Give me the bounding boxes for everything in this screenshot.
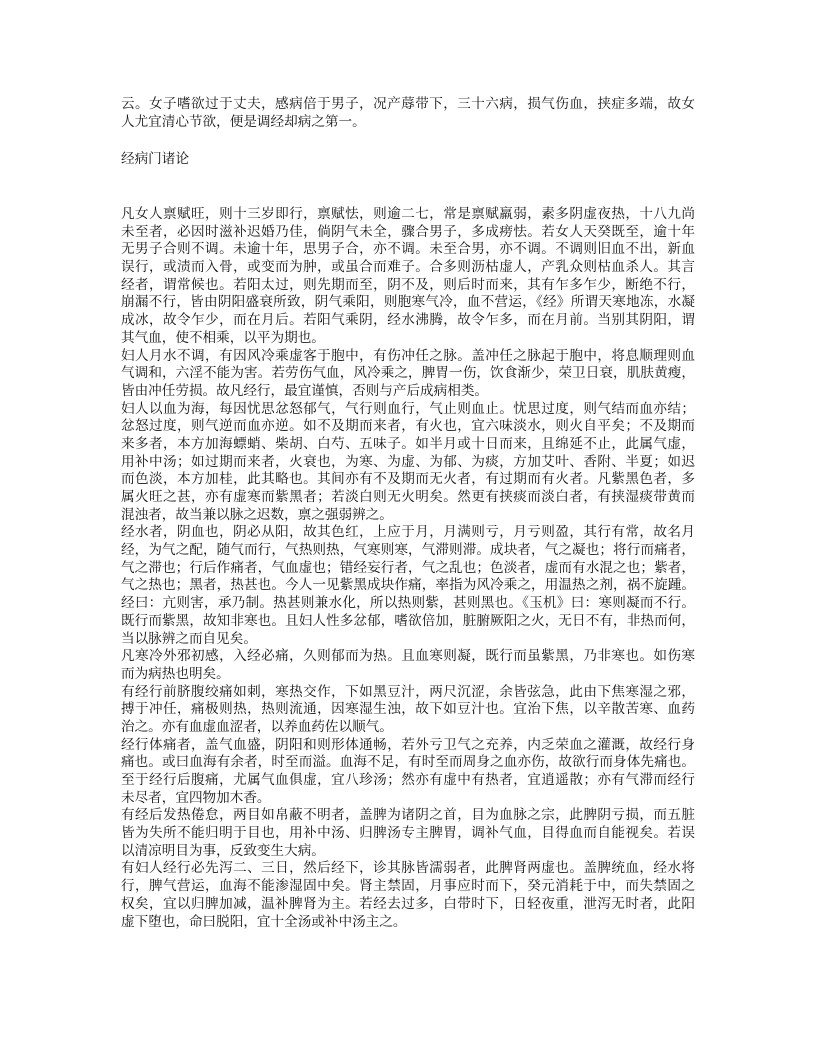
text-line: 属火旺之甚，亦有虚寒而紫黑者；若淡白则无火明矣。然更有挟痰而淡白者，有挟湿痰带黄而 [121,489,695,505]
text-line: 妇人月水不调，有因风冷乘虚客于胞中，有伤冲任之脉。盖冲任之脉起于胞中，将息顺理则血 [121,347,695,364]
paragraph [121,648,695,683]
text-line: 误行，或渍而入骨，或变而为肿，或虽合而难子。合多则沥枯虚人，产乳众则枯血杀人。其言 [121,259,695,276]
text-line: 无男子合则不调。未逾十年，思男子合，亦不调。未至合男，亦不调。不调则旧血不出，新血 [121,241,695,258]
text-line: 气之滞也；行后作痛者，气血虚也；错经妄行者，气之乱也；色淡者，虚而有水混之也；紫者， [121,559,695,576]
text-line: 未至者，必因时滋补迟婚乃佳，倘阴气未全，骤合男子，多成痨怯。若女人天癸既至，逾十年 [121,223,695,240]
text-line: 凡女人禀赋旺，则十三岁即行，禀赋怯，则逾二七，常是禀赋羸弱，素多阴虚夜热，十八九尚 [121,206,695,222]
text-line: 有经后发热倦怠，两目如帛蔽不明者，盖脾为诸阴之首，目为血脉之宗，此脾阴亏损，而五脏 [121,807,695,824]
section-heading: 经病门诸论 [121,151,189,167]
text-line: 忿怒过度，则气逆而血亦逆。如不及期而来者，有火也，宜六味淡水，则火自平矣；不及期而 [121,418,695,435]
text-line: 成冰，故令乍少，而在月后。若阳气乘阴，经水沸腾，故令乍多，而在月前。当别其阴阳，谓 [121,312,695,329]
paragraph [121,860,695,931]
text-line: 权矣，宜以归脾加减，温补脾肾为主。若经去过多，白带时下，日轻夜重，泄泻无时者，此阳 [121,895,695,912]
text-line: 其气血，使不相乘，以平为期也。 [121,329,325,346]
text-line: 经行体痛者，盖气血盛，阴阳和则形体通畅，若外亏卫气之充养，内乏荣血之灌溉，故经行身 [121,736,695,753]
text-line: 气之热也；黑者，热甚也。今人一见紫黑成块作痛，率指为风冷乘之，用温热之剂，祸不旋踵。 [121,577,695,594]
text-line: 有妇人经行必先泻二、三日，然后经下，诊其脉皆濡弱者，此脾肾两虚也。盖脾统血，经水将 [121,860,695,877]
text-line: 行，脾气营运，血海不能渗湿固中矣。肾主禁固，月事应时而下，癸元消耗于中，而失禁固之 [121,878,695,895]
text-line: 人尤宜清心节欲，便是调经却病之第一。 [121,113,366,130]
text-line: 云。女子嗜欲过于丈夫，感病倍于男子，况产蓐带下，三十六病，损气伤血，挟症多端，故女 [121,96,695,112]
text-line: 妇人以血为海，每因忧思忿怒郁气，气行则血行，气止则血止。忧思过度，则气结而血亦结； [121,400,695,417]
text-line: 凡寒冷外邪初感，入经必痛，久则郁而为热。且血寒则凝，既行而虽紫黑，乃非寒也。如伤寒 [121,648,695,665]
text-line: 未尽者，宜四物加木香。 [121,789,271,806]
text-line: 而色淡，本方加桂，此其略也。其间亦有不及期而无火者，有过期而有火者。凡紫黑色者，多 [121,471,695,488]
text-line: 气调和，六淫不能为害。若劳伤气血，风冷乘之，脾胃一伤，饮食渐少，荣卫日衰，肌肤黄瘦， [121,365,695,382]
text-line: 当以脉辨之而自见矣。 [121,630,257,647]
text-line: 用补中汤；如过期而来者，火衰也，为寒、为虚、为郁、为痰，方加艾叶、香附、半夏；如迟 [121,453,695,470]
paragraph [121,737,695,808]
text-line: 皆由冲任劳损。故凡经行，最宜谨慎，否则与产后成病相类。 [121,382,489,399]
text-line: 经者，谓常候也。若阳太过，则先期而至，阴不及，则后时而来，其有乍多乍少，断绝不行， [121,276,695,293]
text-line: 至于经行后腹痛，尤属气血俱虚，宜八珍汤；然亦有虚中有热者，宜逍遥散；亦有气滞而经行 [121,772,695,788]
text-line: 痛也。或曰血海有余者，时至而溢。血海不足，有时至而周身之血亦伤，故欲行而身体先痛也。 [121,754,695,771]
text-line: 崩漏不行，皆由阴阳盛衰所致，阴气乘阳，则胞寒气冷，血不营运，《经》所谓天寒地冻，水凝 [121,294,695,311]
paragraph [121,684,695,737]
text-line: 以清凉明目为事，反致变生大病。 [121,842,325,859]
document-body [121,206,695,931]
text-line: 既行而紫黑，故知非寒也。且妇人性多忿郁，嗜欲倍加，脏腑厥阳之火，无日不有，非热而何， [121,612,695,629]
text-line: 经水者，阴血也，阴必从阳，故其色红，上应于月，月满则亏，月亏则盈，其行有常，故名月 [121,524,695,541]
text-line: 虚下堕也，命曰脱阳，宜十全汤或补中汤主之。 [121,913,407,930]
text-line: 经曰：亢则害，承乃制。热甚则兼水化，所以热则紫，甚则黑也。《玉机》曰：寒则凝而不行。 [121,595,695,612]
text-line: 搏于冲任，痛极则热，热则流通，因寒湿生浊，故下如豆汁也。宜治下焦，以辛散苦寒、血药 [121,701,695,718]
text-line: 而为病热也明矣。 [121,665,230,682]
text-line: 皆为失所不能归明于目也，用补中汤、归脾汤专主脾胃，调补气血，目得血而自能视矣。若误 [121,825,695,842]
paragraph [121,206,695,348]
text-line: 来多者，本方加海螵蛸、柴胡、白芍、五味子。如半月或十日而来，且绵延不止，此属气虚， [121,435,695,452]
text-line: 有经行前脐腹绞痛如刺，寒热交作，下如黑豆汁，两尺沉涩，余皆弦急，此由下焦寒湿之邪， [121,683,695,700]
text-line: 经，为气之配，随气而行，气热则热，气寒则寒，气滞则滞。成块者，气之凝也；将行而痛者， [121,542,695,559]
paragraph [121,348,695,401]
paragraph [121,401,695,525]
intro-paragraph [121,96,695,131]
paragraph [121,807,695,860]
paragraph [121,524,695,648]
text-line: 混浊者，故当兼以脉之迟数，禀之强弱辨之。 [121,506,393,523]
text-line: 治之。亦有血虚血涩者，以养血药佐以顺气。 [121,718,393,735]
